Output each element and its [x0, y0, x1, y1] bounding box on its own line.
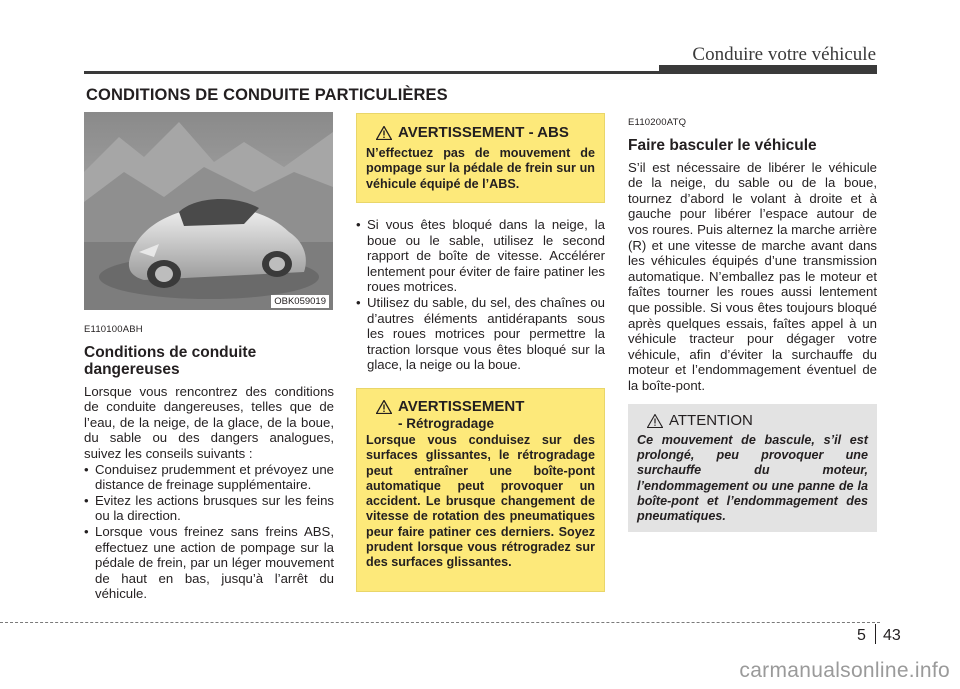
warning-title: AVERTISSEMENT - ABS: [398, 124, 569, 141]
warning-text: Lorsque vous conduisez sur des surfaces glissantes, le rétrogradage peut entraîner une boîte-pont automatique peut provoquer un accident. Le brusque changement de vitesse de rotation des pneumatiques peur faire patiner ces derniers. Soyez prudent lorsque vous rétrogradez sur des surfaces glissantes.: [366, 433, 595, 570]
footer-rule: [0, 622, 880, 623]
stuck-vehicle-list: [356, 217, 605, 373]
list-item: • Conduisez prudemment et prévoyez une distance de freinage supplémentaire.: [84, 462, 334, 493]
warning-title: AVERTISSEMENT: [398, 398, 525, 415]
warning-triangle-icon: [376, 126, 392, 140]
list-item: • Si vous êtes bloqué dans la neige, la boue ou le sable, utilisez le second rapport de boîte de vitesse. Accélérer lentement pour éviter de faire patiner les roues motrices.: [356, 217, 605, 295]
page-number-divider: [875, 624, 876, 644]
subsection-heading: Conditions de conduite dangereuses: [84, 343, 257, 378]
figure-caption: OBK059019: [271, 295, 329, 308]
warning-box-retrogradage: [356, 388, 605, 592]
column-1: [84, 322, 334, 602]
list-item: • Utilisez du sable, du sel, des chaînes ou d’autres éléments antidérapants sous les roues motrices pour permettre la traction lorsque vous êtes bloqué sur la glace, la neige ou la boue.: [356, 295, 605, 373]
intro-paragraph: Lorsque vous rencontrez des conditions de conduite dangereuses, telles que de l’eau, de la neige, de la glace, de la boue, du sable ou des dangers analogues, suivez les conseils suivants :: [84, 383, 334, 461]
section-code: E110200ATQ: [628, 117, 687, 128]
attention-text: Ce mouvement de bascule, s’il est prolongé, peu provoquer une surchauffe du moteur, l’endommagement ou une panne de la boîte-pont et l’endommagement des pneumatiques.: [637, 433, 868, 524]
car-in-mountains-image: [84, 112, 333, 310]
warning-box-abs: [356, 113, 605, 203]
car-illustration: [84, 112, 333, 310]
section-number: 5: [857, 627, 866, 644]
subsection-heading: Faire basculer le véhicule: [628, 136, 817, 154]
watermark: carmanualsonline.info: [739, 659, 950, 682]
rocking-paragraph: S’il est nécessaire de libérer le véhicule de la neige, du sable ou de la boue, tournez d’abord le volant à droite et à gauche pour libérer l’espace autour de vos roures. Puis alternez la marche arrière (R) et une vitesse de marche avant dans les véhicules équipés d’une transmission automatique. N’emballez pas le moteur et faîtes tourner les roues aussi lentement que possible. Si vous êtes toujours bloqué après quelques essais, faîtes appel à un véhicule tracteur pour dégager votre véhicule, afin d’éviter la surchauffe du moteur et l’endommagement éventuel de la boîte-pont.: [628, 159, 877, 393]
caution-triangle-icon: [647, 414, 663, 428]
advice-list: [84, 462, 334, 602]
list-item: • Evitez les actions brusques sur les feins ou la direction.: [84, 493, 334, 524]
column-2: [356, 217, 605, 373]
page-number: 43: [883, 627, 901, 644]
warning-triangle-icon: [376, 400, 392, 414]
attention-title: ATTENTION: [669, 412, 753, 429]
chapter-title: Conduire votre véhicule: [692, 44, 876, 65]
list-item: • Lorsque vous freinez sans freins ABS, effectuez une action de pompage sur la pédale de frein, par un léger mouvement de haut en bas, jusqu’à l’arrêt du véhicule.: [84, 524, 334, 602]
section-title: CONDITIONS DE CONDUITE PARTICULIÈRES: [86, 86, 448, 104]
column-3: [628, 115, 877, 394]
header-rule: [84, 71, 877, 74]
warning-text: N’effectuez pas de mouvement de pompage sur la pédale de frein sur un véhicule équipé de l’ABS.: [366, 146, 595, 191]
section-code: E110100ABH: [84, 324, 143, 335]
attention-box: [628, 404, 877, 532]
warning-subtitle: - Rétrogradage: [398, 416, 495, 431]
